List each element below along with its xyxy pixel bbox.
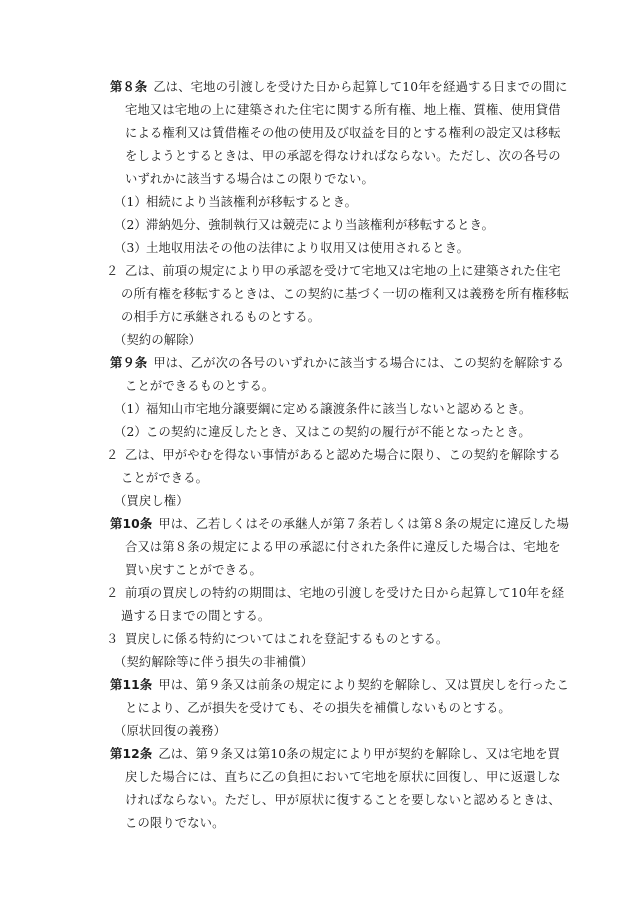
paragraph-number: ２ <box>106 448 119 462</box>
item-text: 土地収用法その他の法律により収用又は使用されるとき。 <box>146 241 470 255</box>
paragraph-text: 前項の買戻しの特約の期間は、宅地の引渡しを受けた日から起算して10年を経過する日までの間とする。 <box>121 586 565 623</box>
article-8 <box>110 76 570 191</box>
list-item <box>110 398 570 421</box>
article-caption: （買戻し権） <box>114 494 189 508</box>
article-text: 乙は、第９条又は第10条の規定により甲が契約を解除し、又は宅地を買戻した場合には、直ちに乙の負担において宅地を原状に回復し、甲に返還しなければならない。ただし、甲が原状に復することを要しないと認めるときは、この限りでない。 <box>125 747 561 830</box>
paragraph-2 <box>106 444 570 490</box>
paragraph-number: ２ <box>106 586 119 600</box>
item-number: （2） <box>114 218 147 232</box>
article-text: 甲は、第９条又は前条の規定により契約を解除し、又は買戻しを行ったことにより、乙が損失を受けても、その損失を補償しないものとする。 <box>125 678 570 715</box>
paragraph-number: ３ <box>106 632 119 646</box>
paragraph-2 <box>106 260 570 329</box>
article-text: 乙は、宅地の引渡しを受けた日から起算して10年を経過する日までの間に宅地又は宅地の上に建築された住宅に関する所有権、地上権、質権、使用貸借による権利又は賃借権その他の使用及び収益を目的とする権利の設定又は移転をしようとするときは、甲の承認を得なければならない。ただし、次の各号のいずれかに該当する場合はこの限りでない。 <box>125 80 568 186</box>
article-number: 第８条 <box>110 80 148 94</box>
article-12 <box>110 743 570 835</box>
list-item <box>110 421 570 444</box>
paragraph-text: 買戻しに係る特約についてはこれを登記するものとする。 <box>125 632 449 646</box>
document-body <box>106 76 570 835</box>
item-text: この契約に違反したとき、又はこの契約の履行が不能となったとき。 <box>146 425 531 439</box>
paragraph-text: 乙は、甲がやむを得ない事情があると認めた場合に限り、この契約を解除することができる。 <box>121 448 561 485</box>
paragraph-number: ２ <box>106 264 119 278</box>
article-caption: （原状回復の義務） <box>114 724 227 738</box>
article-caption: （契約の解除） <box>114 333 202 347</box>
paragraph-text: 乙は、前項の規定により甲の承認を受けて宅地又は宅地の上に建築された住宅の所有権を移転するときは、この契約に基づく一切の権利又は義務を所有権移転の相手方に承継されるものとする。 <box>121 264 570 324</box>
item-number: （1） <box>114 402 147 416</box>
item-number: （3） <box>114 241 147 255</box>
item-text: 相続により当該権利が移転するとき。 <box>146 195 358 209</box>
article-10 <box>110 513 570 582</box>
article-number: 第９条 <box>110 356 148 370</box>
list-item <box>110 214 570 237</box>
article-text: 甲は、乙が次の各号のいずれかに該当する場合には、この契約を解除することができるものとする。 <box>125 356 565 393</box>
paragraph-3 <box>106 628 570 651</box>
article-9 <box>110 352 570 398</box>
item-number: （1） <box>114 195 147 209</box>
item-text: 福知山市宅地分譲要綱に定める譲渡条件に該当しないと認めるとき。 <box>146 402 532 416</box>
article-number: 第11条 <box>110 678 153 692</box>
article-caption: （契約解除等に伴う損失の非補償） <box>114 655 314 669</box>
article-text: 甲は、乙若しくはその承継人が第７条若しくは第８条の規定に違反した場合又は第８条の規定による甲の承認に付された条件に違反した場合は、宅地を買い戻すことができる。 <box>125 517 570 577</box>
article-number: 第12条 <box>110 747 153 761</box>
list-item <box>110 237 570 260</box>
item-text: 滞納処分、強制執行又は競売により当該権利が移転するとき。 <box>146 218 495 232</box>
article-11 <box>110 674 570 720</box>
article-number: 第10条 <box>110 517 153 531</box>
list-item <box>110 191 570 214</box>
item-number: （2） <box>114 425 147 439</box>
paragraph-2 <box>106 582 570 628</box>
